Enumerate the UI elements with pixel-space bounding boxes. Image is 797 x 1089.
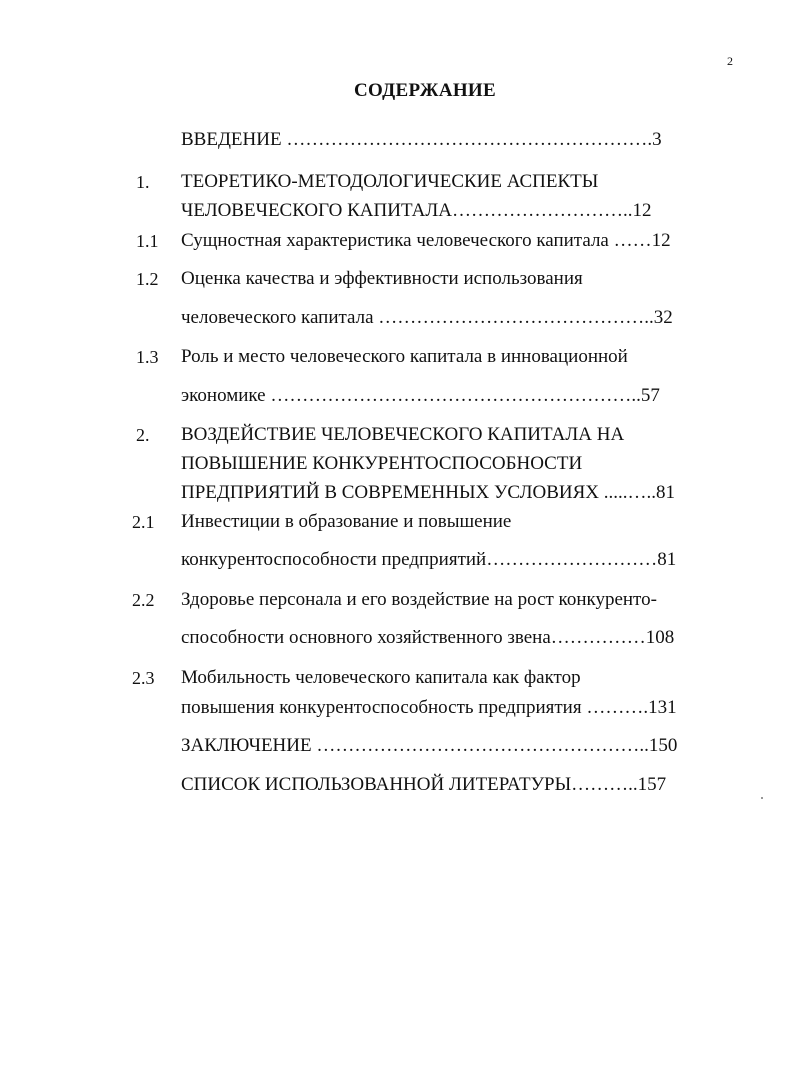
toc-leader-dots: …………………………………….. xyxy=(373,307,654,328)
toc-leader-dots: ………………………………………………….. xyxy=(265,385,641,406)
toc-leader-dots: ………. xyxy=(581,697,649,718)
page-number: 2 xyxy=(727,54,733,68)
toc-entry-section-2-2 xyxy=(181,626,674,650)
toc-page-number: 131 xyxy=(648,697,677,718)
toc-section-title-line: Роль и место человеческого капитала в инновационной xyxy=(181,346,628,367)
toc-entry-label: повышения конкурентоспособность предприятия xyxy=(181,697,582,718)
toc-entry-label: ЗАКЛЮЧЕНИЕ xyxy=(181,735,312,756)
page-title: СОДЕРЖАНИЕ xyxy=(354,80,496,101)
toc-entry-chapter-1 xyxy=(181,199,651,223)
toc-leader-dots: …………………………………………….. xyxy=(311,735,649,756)
toc-entry-section-1-3 xyxy=(181,384,660,408)
toc-section-number: 2.1 xyxy=(132,512,155,532)
toc-entry-label: человеческого капитала xyxy=(181,307,374,328)
toc-entry-label: способности основного хозяйственного звена xyxy=(181,627,551,648)
toc-section-number: 2.2 xyxy=(132,590,155,610)
toc-leader-dots: ……………………… xyxy=(486,549,658,570)
toc-entry-intro xyxy=(181,128,662,152)
toc-entry-label: Сущностная характеристика человеческого капитала xyxy=(181,230,609,251)
toc-page-number: 57 xyxy=(640,385,660,406)
toc-chapter-title-line: ВОЗДЕЙСТВИЕ ЧЕЛОВЕЧЕСКОГО КАПИТАЛА НА xyxy=(181,424,625,445)
toc-leader-dots: …………………………………………………. xyxy=(281,129,653,150)
toc-leader-dots: ……….. xyxy=(571,774,638,795)
scan-speck xyxy=(761,797,763,799)
toc-page-number: 157 xyxy=(637,774,667,795)
toc-chapter-title-line: ТЕОРЕТИКО-МЕТОДОЛОГИЧЕСКИЕ АСПЕКТЫ xyxy=(181,171,599,192)
toc-entry-section-2-1 xyxy=(181,548,676,572)
toc-section-number: 1.1 xyxy=(136,231,159,251)
toc-page-number: 32 xyxy=(653,307,673,328)
toc-entry-label: конкурентоспособности предприятий xyxy=(181,549,487,570)
toc-section-title-line: Здоровье персонала и его воздействие на рост конкуренто- xyxy=(181,589,657,610)
toc-chapter-number: 1. xyxy=(136,172,150,192)
toc-leader-dots: ……………………….. xyxy=(451,200,633,221)
toc-chapter-title-line: ПОВЫШЕНИЕ КОНКУРЕНТОСПОСОБНОСТИ xyxy=(181,453,583,474)
toc-section-title-line: Инвестиции в образование и повышение xyxy=(181,511,512,532)
toc-leader-dots: …… xyxy=(608,230,652,251)
toc-page-number: 108 xyxy=(645,627,675,648)
toc-entry-references xyxy=(181,773,666,797)
toc-page-number: 12 xyxy=(632,200,652,221)
toc-entry-label: экономике xyxy=(181,385,266,406)
toc-entry-conclusion xyxy=(181,734,677,758)
toc-entry-label: ПРЕДПРИЯТИЙ В СОВРЕМЕННЫХ УСЛОВИЯХ xyxy=(181,482,600,503)
toc-entry-label: ЧЕЛОВЕЧЕСКОГО КАПИТАЛА xyxy=(181,200,452,221)
toc-chapter-number: 2. xyxy=(136,425,150,445)
toc-entry-label: ВВЕДЕНИЕ xyxy=(181,129,282,150)
toc-page-number: 12 xyxy=(651,230,671,251)
toc-page-number: 150 xyxy=(648,735,678,756)
toc-entry-label: СПИСОК ИСПОЛЬЗОВАННОЙ ЛИТЕРАТУРЫ xyxy=(181,774,572,795)
toc-page-number: 81 xyxy=(656,482,676,503)
toc-section-number: 1.3 xyxy=(136,347,159,367)
toc-entry-section-1-2 xyxy=(181,306,673,330)
toc-section-title-line: Мобильность человеческого капитала как фактор xyxy=(181,667,581,688)
toc-section-title-line: Оценка качества и эффективности использования xyxy=(181,268,583,289)
toc-leader-dots: .....….. xyxy=(599,482,657,503)
toc-entry-section-1-1 xyxy=(181,229,671,253)
toc-page-number: 81 xyxy=(657,549,677,570)
toc-entry-chapter-2 xyxy=(181,481,675,505)
toc-entry-section-2-3 xyxy=(181,696,677,720)
toc-leader-dots: …………… xyxy=(550,627,646,648)
toc-section-number: 2.3 xyxy=(132,668,155,688)
toc-page-number: 3 xyxy=(652,129,662,150)
toc-section-number: 1.2 xyxy=(136,269,159,289)
